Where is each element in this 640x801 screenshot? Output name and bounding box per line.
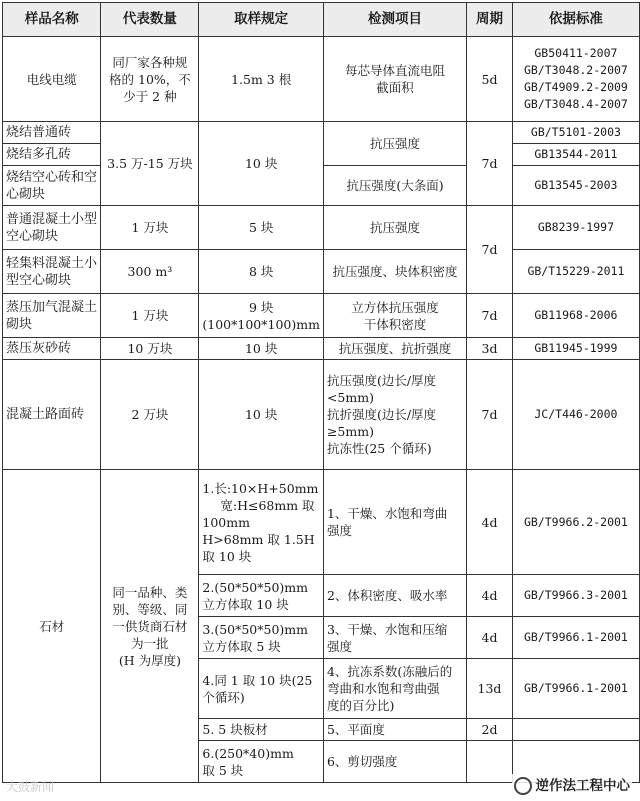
test-cell [323,37,466,122]
table-row [3,470,640,575]
text-line: 宽:H≤68mm 取 [220,497,315,513]
text-line: 2.(50*50*50)mm [202,579,308,595]
table-row [3,338,640,360]
text-line: 别、等级、同 [112,601,188,617]
quantity-cell: 1 万块 [101,206,199,250]
text-line: 100mm [202,514,250,530]
standard-cell: GB13545-2003 [512,166,639,206]
test-cell [323,294,466,338]
quantity-cell [101,37,199,122]
standard-cell: GB/T15229-2011 [512,250,639,294]
header-period: 周期 [467,3,513,37]
standard-cell [512,37,639,122]
test-cell: 抗压强度 [323,206,466,250]
sample-name: 混凝土路面砖 [3,360,101,470]
text-line: 取 10 块 [202,548,252,564]
standard-cell: GB/T9966.2-2001 [512,470,639,575]
quantity-cell: 2 万块 [101,360,199,470]
sample-name: 烧结普通砖 [3,122,101,144]
table-header-row [3,3,640,37]
header-standard: 依据标准 [512,3,639,37]
sampling-cell: 8 块 [199,250,324,294]
text-line: 6.(250*40)mm [202,745,294,761]
text-line: 度的百分比) [326,698,395,713]
text-line: 1、干燥、水饱和弯曲 [326,506,448,521]
text-line: 3、干燥、水饱和压缩 [326,621,448,637]
period-cell: 2d [467,719,513,741]
text-line: 立方体取 10 块 [202,596,289,612]
sampling-cell: 5. 5 块板材 [199,719,324,741]
test-cell: 抗压强度 [323,122,466,166]
test-cell: 6、剪切强度 [323,741,466,783]
text-line: 强度 [326,523,352,538]
sampling-cell [199,575,324,617]
standard-cell: GB13544-2011 [512,144,639,166]
watermark-right-text: 逆作法工程中心 [535,778,630,794]
period-cell: 7d [467,294,513,338]
period-cell: 7d [467,122,513,206]
table-row [3,122,640,144]
text-line: <5mm) [326,390,374,405]
header-quantity: 代表数量 [101,3,199,37]
standard-cell: JC/T446-2000 [512,360,639,470]
period-cell: 5d [467,37,513,122]
sampling-cell: 5 块 [199,206,324,250]
text-line: 4、抗冻系数(冻融后的 [326,664,453,679]
sample-name: 轻集料混凝土小型空心砌块 [3,250,101,294]
text-line: GB/T4909.2-2009 [523,80,628,94]
standard-cell: GB11968-2006 [512,294,639,338]
period-cell: 4d [467,470,513,575]
period-cell: 7d [467,206,513,294]
wechat-logo-icon [514,777,532,795]
text-line: 个循环) [202,689,245,705]
text-line: 一供货商石材 [112,618,188,634]
text-line: 截面积 [376,80,414,95]
quantity-cell: 1 万块 [101,294,199,338]
header-name: 样品名称 [3,3,101,37]
test-cell [323,617,466,659]
sampling-cell: 10 块 [199,122,324,206]
text-line: 1.长:10×H+50mm [202,480,319,496]
table-row [3,37,640,122]
table-row [3,206,640,250]
text-line: 9 块 [248,299,274,315]
text-line: ≥5mm) [326,424,374,439]
sampling-cell [199,294,324,338]
text-line: 立方体抗压强度 [351,299,439,315]
text-line: 立方体取 5 块 [202,638,281,654]
standard-cell: GB/T5101-2003 [512,122,639,144]
header-sampling: 取样规定 [199,3,324,37]
test-cell [323,360,466,470]
standard-cell [512,719,639,741]
text-line: GB50411-2007 [534,46,618,60]
sample-name: 蒸压加气混凝土砌块 [3,294,101,338]
text-line: (H 为厚度) [118,652,181,668]
text-line: 强度 [326,638,352,654]
text-line: H>68mm 取 1.5H [202,531,315,547]
test-cell: 抗压强度、抗折强度 [323,338,466,360]
sampling-cell: 10 块 [199,338,324,360]
sampling-cell [199,470,324,575]
table-row [3,250,640,294]
sampling-cell [199,741,324,783]
text-line: 同一品种、类 [112,584,188,600]
period-cell: 3d [467,338,513,360]
period-cell: 13d [467,659,513,719]
standard-cell: GB/T9966.1-2001 [512,659,639,719]
test-cell: 抗压强度(大条面) [323,166,466,206]
text-line: 同厂家各种规 [112,54,188,70]
text-line: 4.同 1 取 10 块(25 [202,672,313,688]
sample-name: 烧结空心砖和空心砌块 [3,166,101,206]
period-cell: 4d [467,575,513,617]
quantity-cell: 300 m³ [101,250,199,294]
text-line: 取 5 块 [202,762,244,778]
standard-cell: GB/T9966.1-2001 [512,617,639,659]
standard-cell: GB11945-1999 [512,338,639,360]
quantity-cell: 3.5 万-15 万块 [101,122,199,206]
sampling-cell: 1.5m 3 根 [199,37,324,122]
sampling-cell: 10 块 [199,360,324,470]
watermark-left: 大鼓新闻 [6,780,55,794]
text-line: 干体积密度 [363,316,427,332]
sample-name: 石材 [3,470,101,783]
test-cell: 抗压强度、块体积密度 [323,250,466,294]
text-line: 为一批 [131,635,169,651]
header-test-items: 检测项目 [323,3,466,37]
test-cell [323,659,466,719]
sample-name: 普通混凝土小型空心砌块 [3,206,101,250]
text-line: 抗折强度(边长/厚度 [326,407,437,422]
quantity-cell [101,470,199,783]
period-cell: 7d [467,360,513,470]
sampling-cell [199,659,324,719]
period-cell: 4d [467,617,513,659]
text-line: 抗压强度(边长/厚度 [326,373,437,388]
sampling-cell [199,617,324,659]
text-line: 少于 2 种 [123,88,177,104]
sample-name: 蒸压灰砂砖 [3,338,101,360]
quantity-cell: 10 万块 [101,338,199,360]
standard-cell: GB8239-1997 [512,206,639,250]
text-line: (100*100*100)mm [202,316,320,332]
test-cell: 2、体积密度、吸水率 [323,575,466,617]
sample-name: 烧结多孔砖 [3,144,101,166]
period-cell [467,741,513,783]
watermark-right [512,774,633,795]
text-line: 每芯导体直流电阻 [345,63,446,78]
sample-name: 电线电缆 [3,37,101,122]
table-row [3,294,640,338]
test-cell: 5、平面度 [323,719,466,741]
text-line: GB/T3048.2-2007 [523,63,628,77]
text-line: GB/T3048.4-2007 [523,97,628,111]
text-line: 弯曲和水饱和弯曲强 [326,681,440,696]
inspection-table [2,2,640,783]
text-line: 3.(50*50*50)mm [202,621,308,637]
test-cell [323,470,466,575]
text-line: 格的 10%，不 [109,71,191,87]
table-row [3,360,640,470]
standard-cell: GB/T9966.3-2001 [512,575,639,617]
text-line: 抗冻性(25 个循环) [326,441,432,456]
